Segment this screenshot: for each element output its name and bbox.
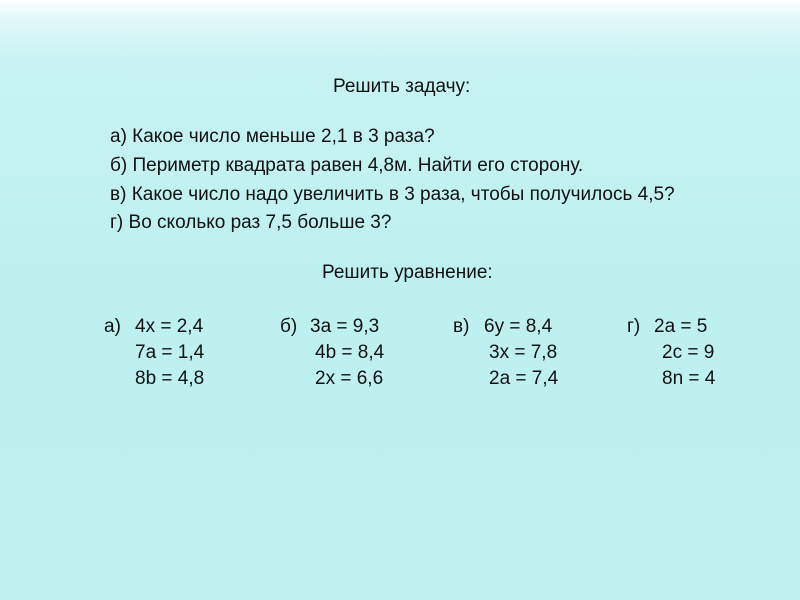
equation-group-letter: в)	[453, 316, 470, 337]
equation-row	[280, 316, 384, 342]
equation-group-letter: а)	[104, 316, 121, 337]
task-item-a: а) Какое число меньше 2,1 в 3 раза?	[110, 126, 435, 147]
equation-row	[104, 342, 204, 368]
equation: 8n = 4	[662, 368, 716, 389]
equation: 2x = 6,6	[315, 368, 384, 389]
equation-group-v	[453, 316, 558, 394]
task-item-b: б) Периметр квадрата равен 4,8м. Найти его сторону.	[110, 155, 584, 176]
task-item-v: в) Какое число надо увеличить в 3 раза, чтобы получилось 4,5?	[110, 184, 675, 205]
equation: 6y = 8,4	[484, 316, 553, 337]
equation: 7a = 1,4	[135, 342, 205, 363]
equation: 8b = 4,8	[135, 368, 205, 389]
equation-row	[453, 316, 558, 342]
equation: 2c = 9	[662, 342, 715, 363]
equation: 3a = 9,3	[310, 316, 380, 337]
equation-row	[627, 368, 715, 394]
equation-row	[453, 368, 558, 394]
equation: 4b = 8,4	[315, 342, 385, 363]
equation-group-a	[104, 316, 204, 394]
task-item-g: г) Во сколько раз 7,5 больше 3?	[110, 212, 392, 233]
equation: 2a = 7,4	[489, 368, 559, 389]
equations-title: Решить уравнение:	[322, 262, 493, 283]
equation-group-letter: б)	[280, 316, 298, 337]
equation: 2a = 5	[654, 316, 708, 337]
equation-row	[104, 316, 204, 342]
equation: 3x = 7,8	[489, 342, 558, 363]
equation-group-g	[627, 316, 715, 394]
equation-group-b	[280, 316, 384, 394]
equation-row	[453, 342, 558, 368]
equation-row	[627, 342, 715, 368]
equation-row	[280, 368, 384, 394]
tasks-title: Решить задачу:	[333, 76, 471, 97]
equation-row	[280, 342, 384, 368]
equation-row	[627, 316, 715, 342]
equation-group-letter: г)	[627, 316, 641, 337]
equation: 4x = 2,4	[135, 316, 204, 337]
equation-row	[104, 368, 204, 394]
